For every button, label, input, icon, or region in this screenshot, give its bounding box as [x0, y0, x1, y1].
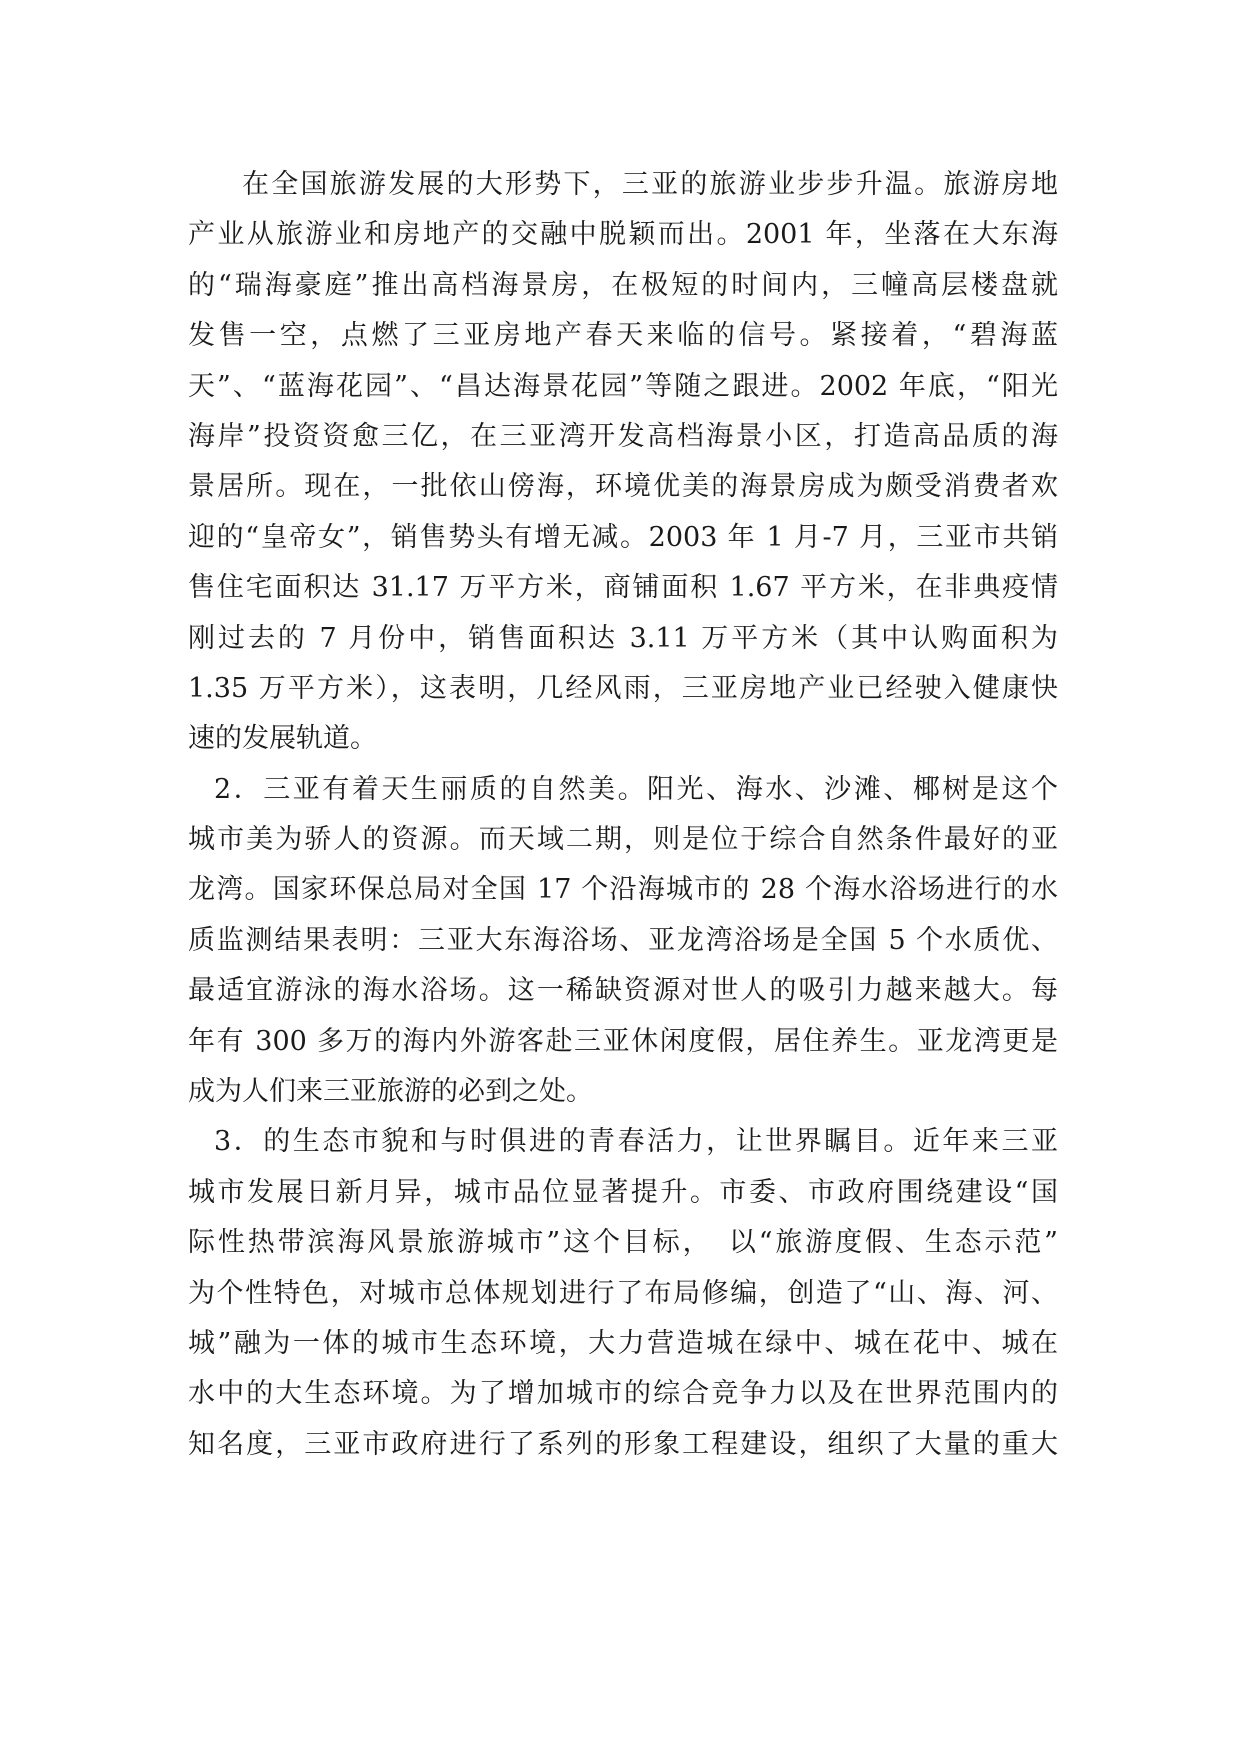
text-line: 最适宜游泳的海水浴场。这一稀缺资源对世人的吸引力越来越大。每: [188, 975, 1058, 1007]
text-line: 刚过去的 7 月份中，销售面积达 3.11 万平方米（其中认购面积为: [188, 622, 1058, 654]
paragraph-2: [188, 765, 1058, 1118]
text-line: 际性热带滨海风景旅游城市”这个目标， 以“旅游度假、生态示范”: [188, 1227, 1058, 1259]
text-line: 为个性特色，对城市总体规划进行了布局修编，创造了“山、海、河、: [188, 1277, 1058, 1309]
text-line: 的“瑞海豪庭”推出高档海景房，在极短的时间内，三幢高层楼盘就: [188, 269, 1058, 301]
text-line: 发售一空，点燃了三亚房地产春天来临的信号。紧接着，“碧海蓝: [188, 320, 1058, 352]
text-line: 年有 300 多万的海内外游客赴三亚休闲度假，居住养生。亚龙湾更是: [188, 1025, 1058, 1057]
text-line: 水中的大生态环境。为了增加城市的综合竞争力以及在世界范围内的: [188, 1378, 1058, 1410]
body-text: [188, 160, 1058, 1470]
text-line: 3．的生态市貌和与时俱进的青春活力，让世界瞩目。近年来三亚: [214, 1126, 1058, 1158]
text-line: 产业从旅游业和房地产的交融中脱颖而出。2001 年，坐落在大东海: [188, 219, 1058, 251]
text-line: 在全国旅游发展的大形势下，三亚的旅游业步步升温。旅游房地: [242, 169, 1058, 200]
text-line: 海岸”投资资愈三亿，在三亚湾开发高档海景小区，打造高品质的海: [188, 420, 1058, 452]
text-line: 景居所。现在，一批依山傍海，环境优美的海景房成为颇受消费者欢: [188, 471, 1058, 503]
text-line: 龙湾。国家环保总局对全国 17 个沿海城市的 28 个海水浴场进行的水: [188, 874, 1058, 906]
text-line: 成为人们来三亚旅游的必到之处。: [188, 1076, 593, 1108]
text-line: 1.35 万平方米），这表明，几经风雨，三亚房地产业已经驶入健康快: [188, 672, 1058, 704]
text-line: 知名度，三亚市政府进行了系列的形象工程建设，组织了大量的重大: [188, 1428, 1058, 1460]
paragraph-1: [188, 160, 1058, 765]
text-line: 2．三亚有着天生丽质的自然美。阳光、海水、沙滩、椰树是这个: [214, 773, 1058, 805]
paragraph-3: [188, 1117, 1058, 1470]
text-line: 售住宅面积达 31.17 万平方米，商铺面积 1.67 平方米，在非典疫情: [188, 572, 1058, 604]
text-line: 城市美为骄人的资源。而天域二期，则是位于综合自然条件最好的亚: [188, 824, 1058, 856]
text-line: 天”、“蓝海花园”、“昌达海景花园”等随之跟进。2002 年底，“阳光: [188, 370, 1058, 402]
text-line: 质监测结果表明：三亚大东海浴场、亚龙湾浴场是全国 5 个水质优、: [188, 924, 1058, 956]
text-line: 速的发展轨道。: [188, 723, 377, 755]
text-line: 城市发展日新月异，城市品位显著提升。市委、市政府围绕建设“国: [188, 1176, 1058, 1208]
text-line: 迎的“皇帝女”，销售势头有增无减。2003 年 1 月-7 月，三亚市共销: [188, 521, 1058, 553]
text-line: 城”融为一体的城市生态环境，大力营造城在绿中、城在花中、城在: [188, 1327, 1058, 1359]
